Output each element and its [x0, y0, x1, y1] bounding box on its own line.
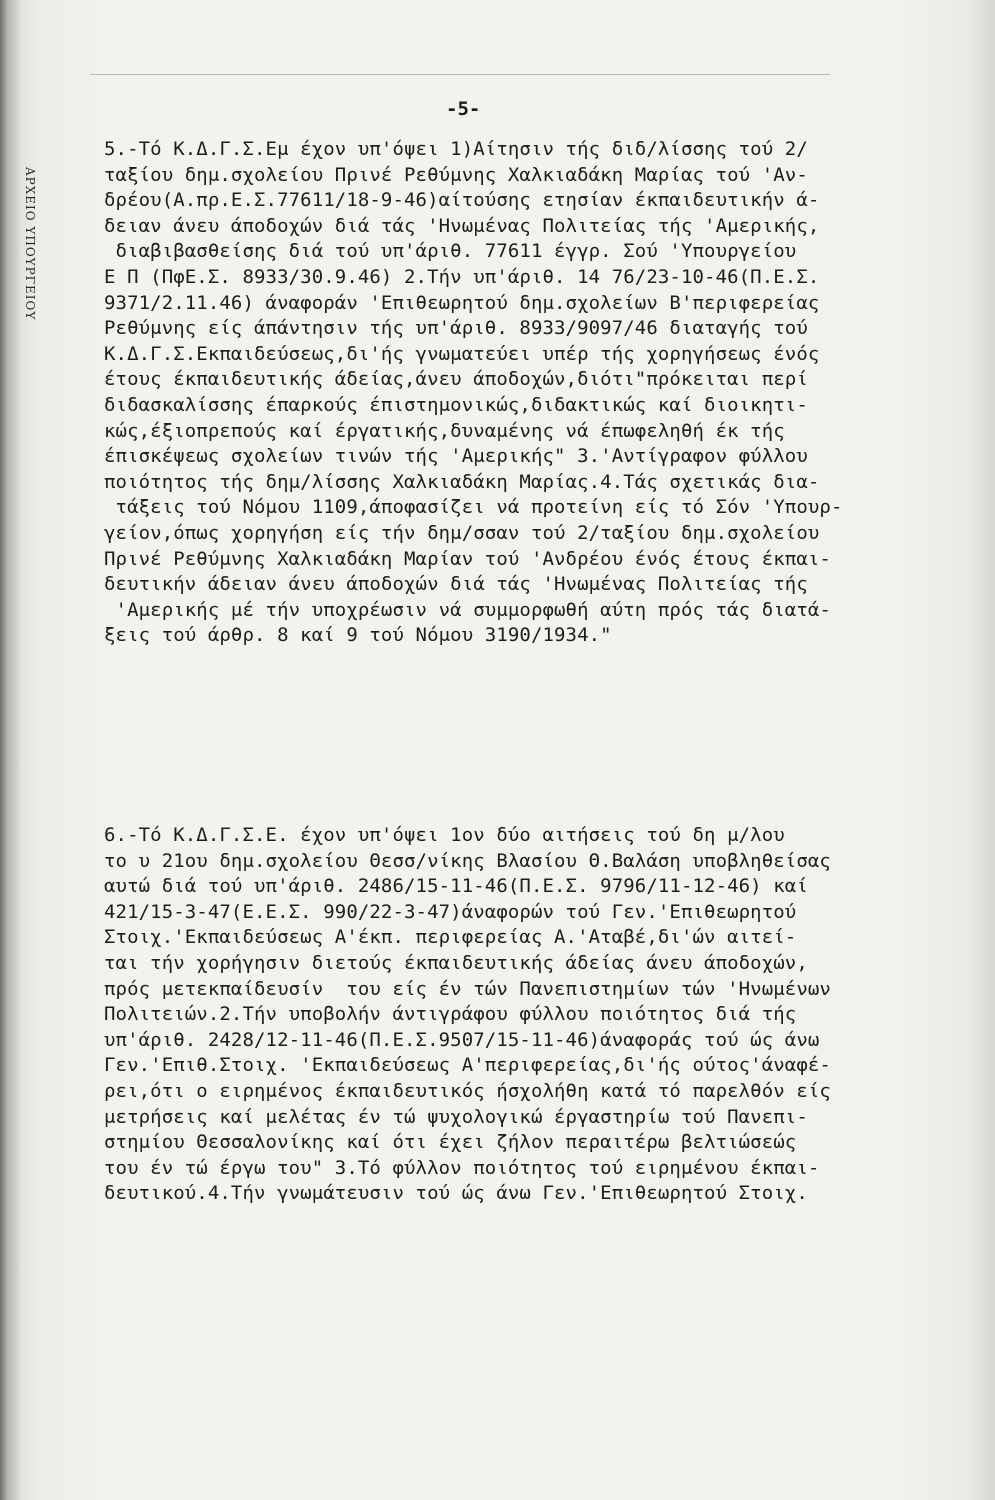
text-line: διδασκαλίσσης έπαρκούς έπιστημονικώς,διδακτικώς καί διοικητι-: [104, 393, 808, 416]
text-line: ξεις τού άρθρ. 8 καί 9 τού Νόμου 3190/1934.": [104, 624, 612, 647]
text-line: 9371/2.11.46) άναφοράν 'Επιθεωρητού δημ.σχολείων Β'περιφερείας: [104, 291, 820, 314]
text-line: έτους έκπαιδευτικής άδείας,άνευ άποδοχών,διότι"πρόκειται περί: [104, 368, 808, 391]
text-line: Στοιχ.'Εκπαιδεύσεως Α'έκπ. περιφερείας Α.'Αταβέ,δι'ών αιτεί-: [104, 926, 797, 949]
text-line: το υ 21ου δημ.σχολείου Θεσσ/νίκης Βλασίου Θ.Βαλάση υποβληθείσας: [104, 849, 831, 872]
top-rule: [90, 74, 830, 75]
page-edge-shadow: [965, 0, 995, 1500]
text-line: δρέου(Α.πρ.Ε.Σ.77611/18-9-46)αίτούσης ετησίαν έκπαιδευτικήν ά-: [104, 189, 820, 212]
text-line: δευτικού.4.Τήν γνωμάτευσιν τού ώς άνω Γεν.'Επιθεωρητού Στοιχ.: [104, 1182, 808, 1205]
text-line: Πολιτειών.2.Τήν υποβολήν άντιγράφου φύλλου ποιότητος διά τής: [104, 1003, 797, 1026]
text-line: 5.-Τό Κ.Δ.Γ.Σ.Εμ έχον υπ'όψει 1)Αίτησιν τής διδ/λίσσης τού 2/: [104, 138, 808, 160]
paragraph-6: [104, 823, 934, 1207]
text-line: του έν τώ έργω του" 3.Τό φύλλον ποιότητος τού ειρημένου έκπαι-: [104, 1156, 820, 1179]
text-line: διαβιβασθείσης διά τού υπ'άριθ. 77611 έγγρ. Σού 'Υπουργείου: [104, 240, 797, 263]
page-number: -5-: [446, 98, 481, 120]
text-line: δευτικήν άδειαν άνευ άποδοχών διά τάς 'Ηνωμένας Πολιτείας τής: [104, 573, 808, 596]
text-line: αυτώ διά τού υπ'άριθ. 2486/15-11-46(Π.Ε.Σ. 9796/11-12-46) καί: [104, 875, 808, 898]
text-line: Πρινέ Ρεθύμνης Χαλκιαδάκη Μαρίαν τού 'Ανδρέου ένός έτους έκπαι-: [104, 547, 831, 570]
text-line: ρει,ότι ο ειρημένος έκπαιδευτικός ήσχολήθη κατά τό παρελθόν είς: [104, 1079, 831, 1102]
text-line: 421/15-3-47(Ε.Ε.Σ. 990/22-3-47)άναφορών τού Γεν.'Επιθεωρητού: [104, 900, 797, 923]
text-line: Γεν.'Επιθ.Στοιχ. 'Εκπαιδεύσεως Α'περιφερείας,δι'ής ούτος'άναφέ-: [104, 1054, 831, 1077]
text-line: μετρήσεις καί μελέτας έν τώ ψυχολογικώ έργαστηρίω τού Πανεπι-: [104, 1105, 808, 1128]
binding-edge: [0, 0, 20, 1500]
text-line: γείον,όπως χορηγήση είς τήν δημ/σσαν τού 2/ταξίου δημ.σχολείου: [104, 521, 820, 544]
text-line: κώς,έξιοπρεπούς καί έργατικής,δυναμένης νά έπωφεληθή έκ τής: [104, 419, 785, 442]
text-line: τάξεις τού Νόμου 1109,άποφασίζει νά προτείνη είς τό Σόν 'Υπουρ-: [104, 496, 843, 519]
text-line: ποιότητος τής δημ/λίσσης Χαλκιαδάκη Μαρίας.4.Τάς σχετικάς δια-: [104, 470, 820, 493]
paragraph-5: [104, 137, 934, 649]
text-line: Κ.Δ.Γ.Σ.Εκπαιδεύσεως,δι'ής γνωματεύει υπέρ τής χορηγήσεως ένός: [104, 342, 820, 365]
text-line: πρός μετεκπαίδευσίν του είς έν τών Πανεπιστημίων τών 'Ηνωμένων: [104, 977, 831, 1000]
text-line: 'Αμερικής μέ τήν υποχρέωσιν νά συμμορφωθή αύτη πρός τάς διατά-: [104, 598, 831, 621]
archive-edge-stamp: ΑΡΧΕΙΟ ΥΠΟΥΡΓΕΙΟΥ: [23, 167, 37, 321]
text-line: υπ'άριθ. 2428/12-11-46(Π.Ε.Σ.9507/15-11-46)άναφοράς τού ώς άνω: [104, 1028, 820, 1051]
text-line: Ε Π (ΠφΕ.Σ. 8933/30.9.46) 2.Τήν υπ'άριθ. 14 76/23-10-46(Π.Ε.Σ.: [104, 265, 820, 288]
text-line: ταξίου δημ.σχολείου Πρινέ Ρεθύμνης Χαλκιαδάκη Μαρίας τού 'Αν-: [104, 163, 808, 186]
text-line: δειαν άνευ άποδοχών διά τάς 'Ηνωμένας Πολιτείας τής 'Αμερικής,: [104, 214, 820, 237]
text-line: στημίου Θεσσαλονίκης καί ότι έχει ζήλον περαιτέρω βελτιώσεώς: [104, 1131, 797, 1154]
text-line: Ρεθύμνης είς άπάντησιν τής υπ'άριθ. 8933/9097/46 διαταγής τού: [104, 317, 808, 340]
text-line: ται τήν χορήγησιν διετούς έκπαιδευτικής άδείας άνευ άποδοχών,: [104, 951, 808, 974]
text-line: έπισκέψεως σχολείων τινών τής 'Αμερικής" 3.'Αντίγραφον φύλλου: [104, 445, 808, 468]
text-line: 6.-Τό Κ.Δ.Γ.Σ.Ε. έχον υπ'όψει 1ον δύο αιτήσεις τού δη μ/λου: [104, 824, 785, 846]
